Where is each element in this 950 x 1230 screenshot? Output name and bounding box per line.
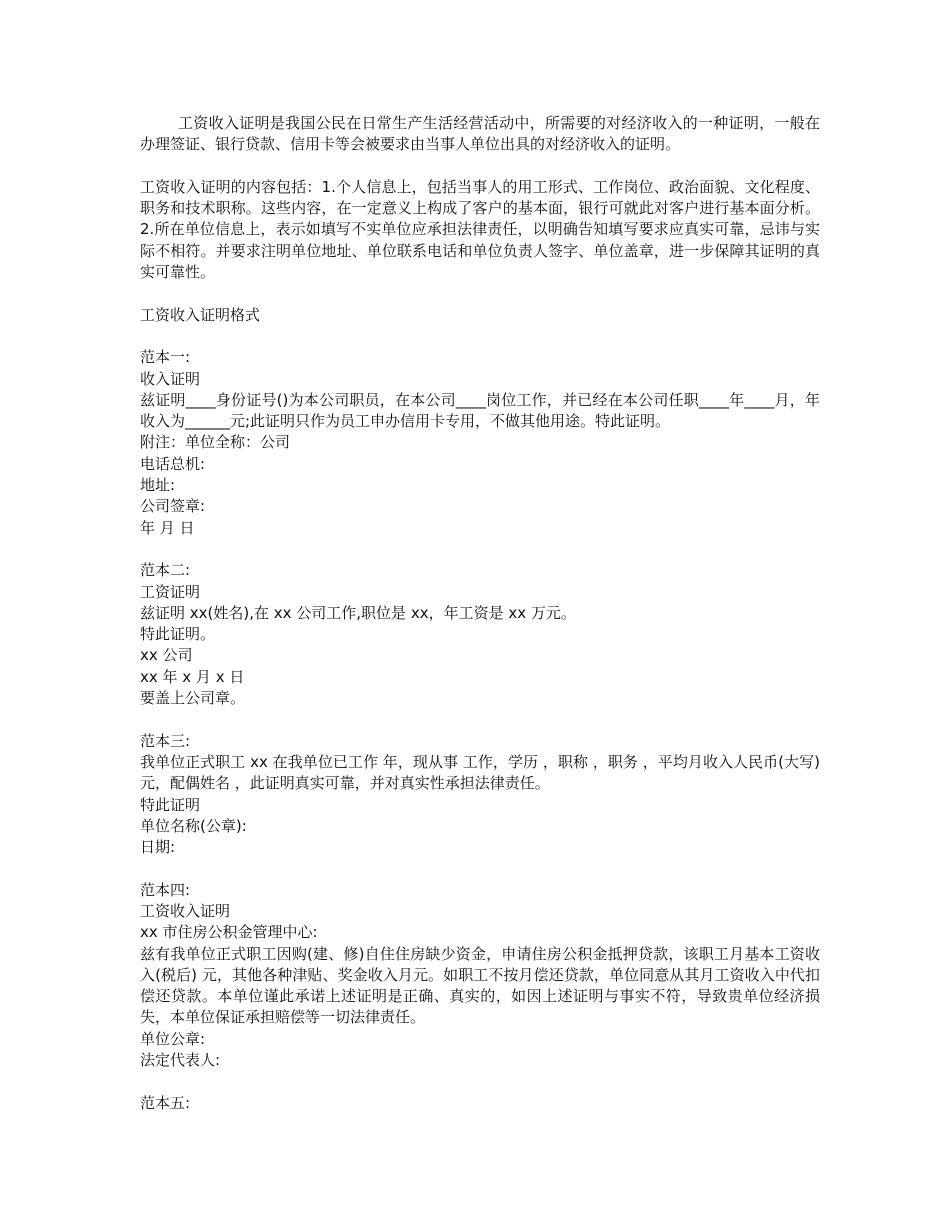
sample-4 xyxy=(140,880,820,1072)
sample-1 xyxy=(140,347,820,539)
sample-line: 电话总机: xyxy=(140,454,206,473)
sample-line: 附注：单位全称：公司 xyxy=(140,433,291,452)
sample-line: 单位公章: xyxy=(140,1029,206,1048)
sample-2 xyxy=(140,560,820,709)
sample-label: 范本四: xyxy=(140,880,191,899)
format-heading: 工资收入证明格式 xyxy=(140,305,261,324)
intro-paragraph-1: 工资收入证明是我国公民在日常生产生活经营活动中，所需要的对经济收入的一种证明，一般在办理签证、银行贷款、信用卡等会被要求由当事人单位出具的对经济收入的证明。 xyxy=(140,114,820,154)
sample-title: 工资收入证明 xyxy=(140,901,231,920)
sample-line: 年 月 日 xyxy=(140,518,195,537)
sample-body: 兹证明____身份证号()为本公司职员，在本公司____岗位工作，并已经在本公司任职____年____月，年收入为______元;此证明只作为员工申办信用卡专用，不做其他用途。特此证明。 xyxy=(140,390,820,431)
intro-paragraph-2: 工资收入证明的内容包括：1.个人信息上，包括当事人的用工形式、工作岗位、政治面貌、文化程度、职务和技术职称。这些内容，在一定意义上构成了客户的基本面，银行可就此对客户进行基本面分析。2.所在单位信息上，表示如填写不实单位应承担法律责任，以明确告知填写要求应真实可靠，忌讳与实际不相符。并要求注明单位地址、单位联系电话和单位负责人签字、单位盖章，进一步保障其证明的真实可靠性。 xyxy=(140,177,820,282)
sample-body: 我单位正式职工 xx 在我单位已工作 年，现从事 工作，学历 ，职称 ，职务 ，平均月收入人民币(大写) 元，配偶姓名 ，此证明真实可靠，并对真实性承担法律责任。 xyxy=(140,752,820,793)
sample-line: 公司签章: xyxy=(140,497,206,516)
sample-line: 要盖上公司章。 xyxy=(140,689,246,708)
sample-line: xx 年 x 月 x 日 xyxy=(140,667,245,686)
sample-5 xyxy=(140,1093,820,1114)
sample-3 xyxy=(140,731,820,859)
sample-body: 兹有我单位正式职工因购(建、修)自住住房缺少资金，申请住房公积金抵押贷款，该职工月基本工资收入(税后) 元，其他各种津贴、奖金收入月元。如职工不按月偿还贷款，单位同意从其月工资收入中代扣偿还贷款。本单位谨此承诺上述证明是正确、真实的，如因上述证明与事实不符，导致贵单位经济损失，本单位保证承担赔偿等一切法律责任。 xyxy=(140,944,820,1027)
sample-body: 兹证明 xx(姓名),在 xx 公司工作,职位是 xx，年工资是 xx 万元。 xyxy=(140,603,576,622)
sample-line: 单位名称(公章): xyxy=(140,816,247,835)
sample-label: 范本二: xyxy=(140,561,191,580)
sample-line: 特此证明 xyxy=(140,795,201,814)
sample-label: 范本五: xyxy=(140,1093,191,1112)
sample-line: 日期: xyxy=(140,838,176,857)
sample-line: xx 公司 xyxy=(140,646,193,665)
sample-label: 范本一: xyxy=(140,348,191,367)
sample-line: 法定代表人: xyxy=(140,1051,221,1070)
sample-label: 范本三: xyxy=(140,731,191,750)
sample-line: 特此证明。 xyxy=(140,625,216,644)
sample-title: 工资证明 xyxy=(140,582,201,601)
sample-line: xx 市住房公积金管理中心: xyxy=(140,923,318,942)
document-body xyxy=(140,113,820,1135)
sample-line: 地址: xyxy=(140,476,176,495)
sample-title: 收入证明 xyxy=(140,369,201,388)
